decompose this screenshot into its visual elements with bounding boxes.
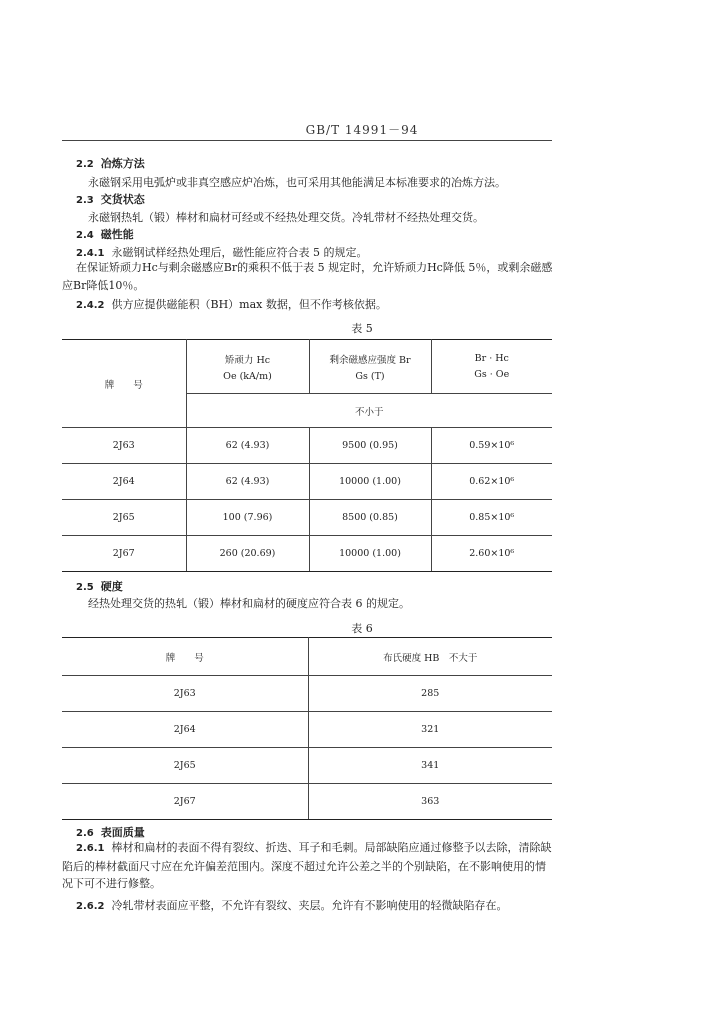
table6-header-brand: 牌 号 [62, 638, 308, 676]
header-line: 矫顽力 Hc [224, 354, 271, 366]
cell-hc: 62 (4.93) [186, 428, 309, 464]
section-2-3-text: 永磁钢热轧（锻）棒材和扁材可经或不经热处理交货。冷轧带材不经热处理交货。 [88, 211, 484, 224]
table6-header-hb: 布氏硬度 HB 不大于 [308, 638, 552, 676]
section-text: 冷轧带材表面应平整，不允许有裂纹、夹层。允许有不影响使用的轻微缺陷存在。 [111, 899, 508, 912]
section-text: 永磁钢试样经热处理后，磁性能应符合表 5 的规定。 [111, 246, 368, 259]
cell-brand: 2J64 [62, 464, 186, 500]
section-2-2-heading [76, 157, 145, 172]
cell-brand: 2J65 [62, 500, 186, 536]
cell-product: 0.62×10⁶ [431, 464, 552, 500]
section-2-4-1-paragraph: 在保证矫顽力Hc与剩余磁感应Br的乘积不低于表 5 规定时，允许矫顽力Hc降低 5％，或剩余磁感应Br降低10％。 [62, 261, 553, 292]
table-row [62, 712, 552, 748]
cell-hc: 100 (7.96) [186, 500, 309, 536]
table5-caption: 表 5 [351, 322, 373, 335]
header-line: Gs (T) [355, 370, 385, 382]
cell-brand: 2J67 [62, 536, 186, 572]
cell-brand: 2J63 [62, 428, 186, 464]
table6 [62, 637, 552, 820]
section-number: 2.6.1 [76, 843, 105, 854]
section-title: 交货状态 [100, 193, 145, 206]
cell-hb: 341 [308, 748, 552, 784]
cell-hc: 260 (20.69) [186, 536, 309, 572]
cell-brand: 2J63 [62, 676, 308, 712]
table6-caption: 表 6 [351, 622, 373, 635]
table5-header-product [431, 340, 552, 394]
header-line: Oe (kA/m) [223, 370, 272, 382]
cell-hb: 285 [308, 676, 552, 712]
cell-br: 10000 (1.00) [309, 464, 431, 500]
section-number: 2.4 [76, 230, 94, 241]
section-2-4-heading [76, 228, 134, 243]
section-2-6-2 [76, 899, 507, 914]
section-2-3-heading [76, 193, 145, 208]
table5-header-hc [186, 340, 309, 394]
section-number: 2.2 [76, 159, 94, 170]
cell-hb: 363 [308, 784, 552, 820]
cell-hc: 62 (4.93) [186, 464, 309, 500]
section-2-5-heading [76, 580, 123, 595]
table-row [62, 748, 552, 784]
section-number: 2.5 [76, 582, 94, 593]
table-row [62, 428, 552, 464]
section-title: 硬度 [100, 580, 123, 593]
section-2-5-text: 经热处理交货的热轧（锻）棒材和扁材的硬度应符合表 6 的规定。 [88, 597, 410, 610]
section-number: 2.6.2 [76, 901, 105, 912]
table-row [62, 784, 552, 820]
section-number: 2.4.1 [76, 248, 105, 259]
section-text: 供方应提供磁能积（BH）max 数据，但不作考核依据。 [111, 298, 387, 311]
header-line: Br · Hc [474, 353, 509, 364]
cell-hb: 321 [308, 712, 552, 748]
cell-brand: 2J65 [62, 748, 308, 784]
cell-br: 10000 (1.00) [309, 536, 431, 572]
section-number: 2.4.2 [76, 300, 105, 311]
section-number: 2.3 [76, 195, 94, 206]
section-2-4-2 [76, 298, 387, 313]
header-line: 剩余磁感应强度 Br [329, 354, 411, 366]
page-header: GB/T 14991－94 [305, 123, 419, 137]
section-number: 2.6 [76, 828, 94, 839]
cell-product: 2.60×10⁶ [431, 536, 552, 572]
section-title: 表面质量 [100, 826, 145, 839]
cell-br: 8500 (0.85) [309, 500, 431, 536]
header-line: Gs · Oe [474, 369, 510, 380]
section-2-6-1 [62, 839, 554, 893]
cell-br: 9500 (0.95) [309, 428, 431, 464]
table5-min-label: 不小于 [186, 394, 552, 428]
table5 [62, 339, 552, 572]
table5-header-brand: 牌 号 [62, 340, 186, 428]
table-row [62, 500, 552, 536]
cell-product: 0.85×10⁶ [431, 500, 552, 536]
cell-brand: 2J64 [62, 712, 308, 748]
table-row [62, 536, 552, 572]
cell-brand: 2J67 [62, 784, 308, 820]
header-rule [62, 140, 552, 141]
section-title: 磁性能 [100, 228, 134, 241]
section-2-2-text: 永磁钢采用电弧炉或非真空感应炉冶炼，也可采用其他能满足本标准要求的冶炼方法。 [88, 176, 506, 189]
table5-header-br [309, 340, 431, 394]
section-text: 棒材和扁材的表面不得有裂纹、折迭、耳子和毛刺。局部缺陷应通过修整予以去除，清除缺陷后的棒材截面尺寸应在允许偏差范围内。深度不超过允许公差之半的个别缺陷，在不影响使用的情况下可不进行修整。 [62, 841, 552, 890]
table-row [62, 464, 552, 500]
section-title: 冶炼方法 [100, 157, 145, 170]
cell-product: 0.59×10⁶ [431, 428, 552, 464]
table-row [62, 676, 552, 712]
